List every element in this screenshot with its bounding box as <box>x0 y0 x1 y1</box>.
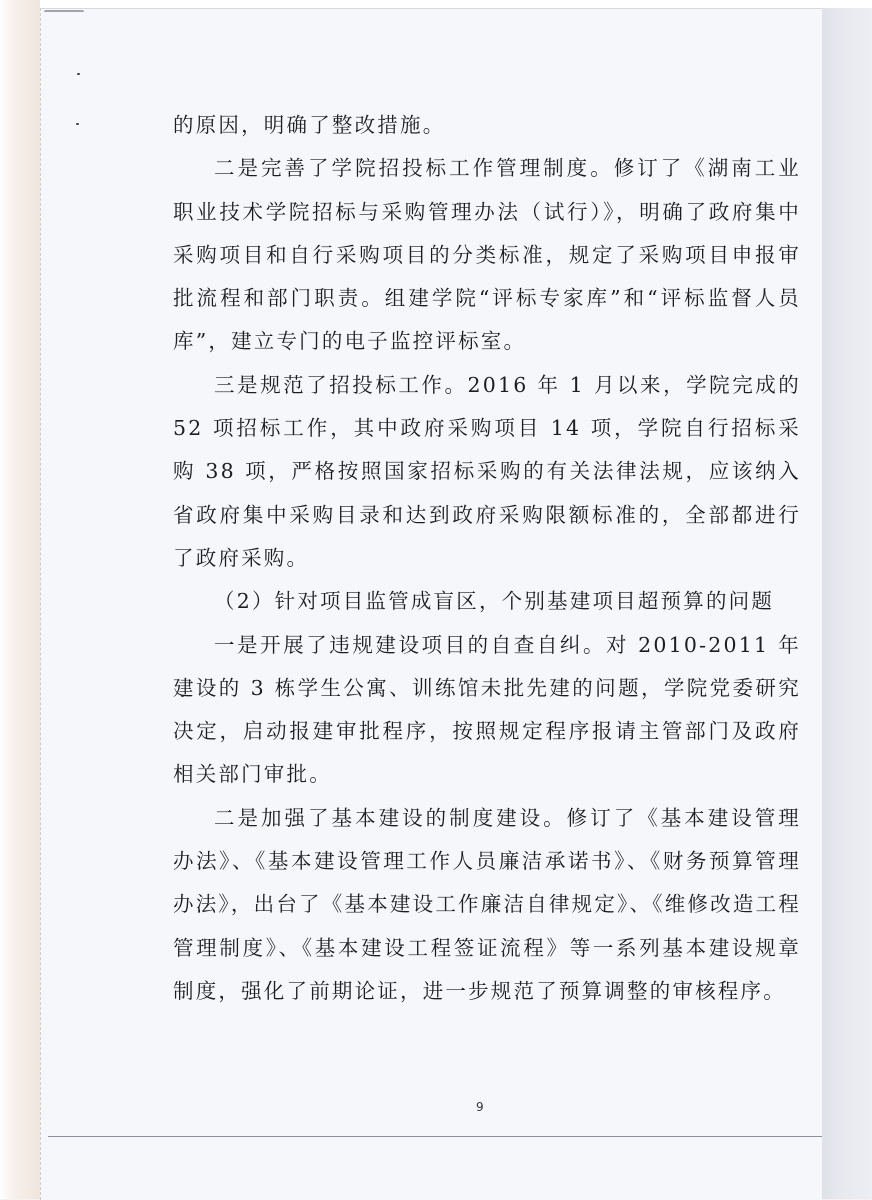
paragraph: 二是完善了学院招投标工作管理制度。修订了《湖南工业职业技术学院招标与采购管理办法（试行）》，明确了政府集中采购项目和自行采购项目的分类标准，规定了采购项目申报审批流程和部门职责。组建学院“评标专家库”和“评标监督人员库”，建立专门的电子监控评标室。 <box>173 156 801 354</box>
scan-speck <box>76 123 79 125</box>
paragraph: 的原因，明确了整改措施。 <box>173 113 446 137</box>
footer-divider <box>48 1136 822 1137</box>
paragraph: 一是开展了违规建设项目的自查自纠。对 2010-2011 年建设的 3 栋学生公寓、训练馆未批先建的问题，学院党委研究决定，启动报建审批程序，按照规定程序报请主管部门及政府相关部门审批。 <box>173 632 801 787</box>
scan-right-shadow <box>822 8 872 1199</box>
scan-top-margin <box>0 0 872 8</box>
page-number: 9 <box>476 1100 484 1114</box>
scan-speck <box>77 73 80 75</box>
section-heading: （2）针对项目监管成盲区，个别基建项目超预算的问题 <box>214 589 775 614</box>
document-body <box>173 104 801 1013</box>
paragraph: 二是加强了基本建设的制度建设。修订了《基本建设管理办法》、《基本建设管理工作人员廉洁承诺书》、《财务预算管理办法》，出台了《基本建设工作廉洁自律规定》、《维修改造工程管理制度》、《基本建设工程签证流程》等一系列基本建设规章制度，强化了前期论证，进一步规范了预算调整的审核程序。 <box>173 805 801 1003</box>
scan-left-edge <box>0 0 40 1199</box>
scan-corner-mark <box>44 10 84 17</box>
paragraph: 三是规范了招投标工作。2016 年 1 月以来，学院完成的 52 项招标工作，其中政府采购项目 14 项，学院自行招标采购 38 项，严格按照国家招标采购的有关法律法规，应该纳入省政府集中采购目录和达到政府采购限额标准的，全部都进行了政府采购。 <box>173 372 801 570</box>
